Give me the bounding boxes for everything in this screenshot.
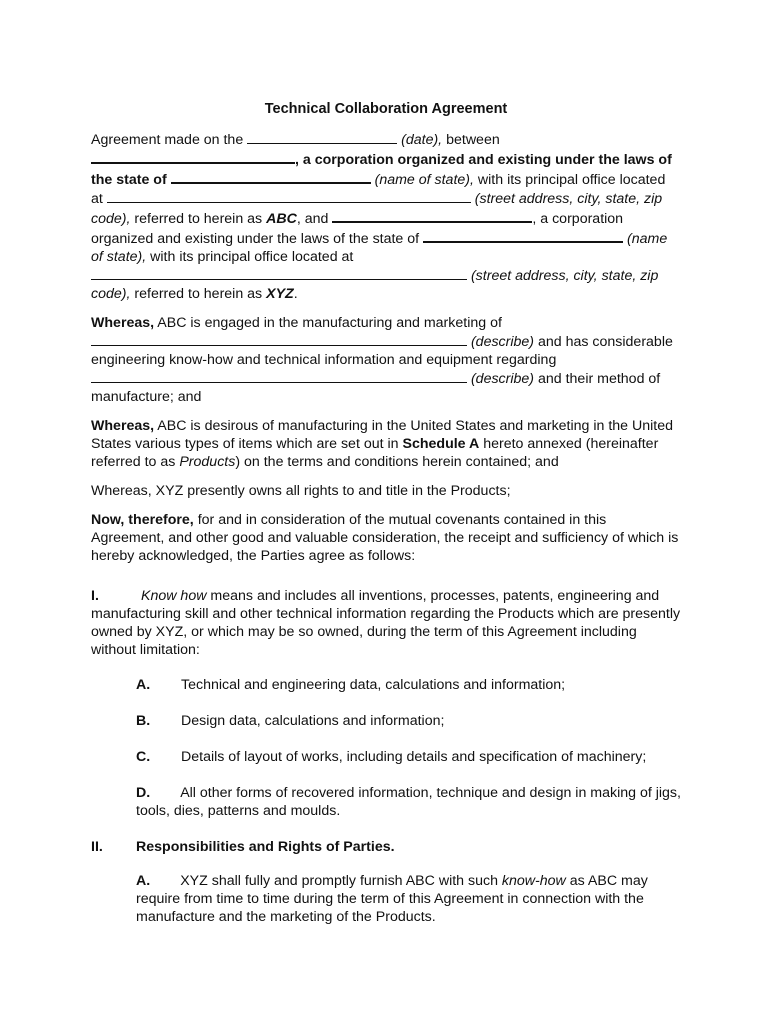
- intro-text: referred to herein as: [134, 211, 263, 227]
- state-hint: (name of state),: [374, 172, 474, 188]
- schedule-reference: Schedule A: [402, 436, 480, 452]
- intro-text: with its principal office located at: [150, 249, 354, 265]
- abc-defined-term: ABC: [266, 211, 297, 227]
- blank-describe-1: [91, 332, 467, 346]
- section-1-number: I.: [91, 588, 99, 604]
- section-1-item-d: [136, 784, 681, 820]
- item-text: Details of layout of works, including details and specification of machinery;: [181, 749, 647, 765]
- now-therefore-text: for and in consideration of the mutual covenants contained in this Agreement, and other good and valuable consideration, the receipt and sufficiency of which is hereby acknowledged, the Parties agree as follows:: [91, 512, 679, 564]
- item-text: All other forms of recovered information, technique and design in making of jigs, tools, dies, patterns and moulds.: [136, 785, 681, 819]
- item-text: Design data, calculations and information;: [181, 713, 445, 729]
- intro-text: , a corporation organized and existing under the laws of the state of: [91, 211, 624, 247]
- address-hint: (street address, city, state, zip code),: [91, 268, 659, 302]
- now-therefore-paragraph: [91, 511, 681, 565]
- now-therefore-lead: Now, therefore,: [91, 512, 194, 528]
- blank-date: [247, 130, 397, 144]
- date-hint: (date),: [401, 132, 443, 148]
- whereas-paragraph-2: [91, 417, 681, 471]
- blank-abc-state: [171, 169, 371, 184]
- document-title: Technical Collaboration Agreement: [264, 101, 508, 117]
- whereas-text: ) on the terms and conditions herein contained; and: [235, 454, 559, 470]
- intro-text: , a corporation organized and existing under the laws of the state of: [91, 152, 672, 188]
- section-1-text: means and includes all inventions, processes, patents, engineering and manufacturing skill and other technical information regarding the Products which are presently owned by XYZ, or which may be so owned, during the term of this Agreement including without limitation:: [91, 588, 681, 658]
- whereas-text: and has considerable engineering know-how and technical information and equipment regarding: [91, 334, 673, 368]
- section-1-item-a: [136, 676, 681, 694]
- know-how-term: Know how: [141, 588, 207, 604]
- blank-describe-2: [91, 369, 467, 383]
- blank-xyz-state: [423, 228, 623, 243]
- item-label: A.: [136, 677, 151, 693]
- section-1-item-c: [136, 748, 691, 766]
- intro-text: referred to herein as: [134, 286, 263, 302]
- products-defined-term: Products: [179, 454, 236, 470]
- document-body: [91, 100, 681, 944]
- item-label: C.: [136, 749, 151, 765]
- intro-text: .: [293, 286, 298, 302]
- whereas-text: ABC is desirous of manufacturing in the United States and marketing in the United States various types of items which are set out in: [91, 418, 674, 452]
- whereas-paragraph-3: Whereas, XYZ presently owns all rights to and title in the Products;: [91, 483, 511, 499]
- intro-text: between: [446, 132, 500, 148]
- item-label: A.: [136, 873, 151, 889]
- whereas-text: and their method of manufacture; and: [91, 371, 661, 405]
- item-text: Technical and engineering data, calculations and information;: [181, 677, 566, 693]
- intro-text: Agreement made on the: [91, 132, 244, 148]
- intro-text: with its principal office located at: [91, 172, 666, 207]
- whereas-text: hereto annexed (hereinafter referred to as: [91, 436, 659, 470]
- blank-xyz-address: [91, 266, 467, 280]
- describe-hint: (describe): [470, 371, 535, 387]
- item-label: B.: [136, 713, 151, 729]
- section-2-number: II.: [91, 839, 103, 855]
- section-2-title: Responsibilities and Rights of Parties.: [136, 839, 395, 855]
- whereas-paragraph-1: [91, 314, 681, 406]
- intro-text: , and: [296, 211, 329, 227]
- blank-party-abc-name: [91, 149, 295, 164]
- whereas-text: ABC is engaged in the manufacturing and marketing of: [157, 315, 502, 331]
- blank-party-xyz-name: [332, 208, 532, 223]
- address-hint: (street address, city, state, zip code),: [91, 191, 663, 227]
- describe-hint: (describe): [470, 334, 535, 350]
- section-2-heading: [91, 838, 681, 856]
- state-hint: (name of state),: [91, 231, 668, 265]
- whereas-lead: Whereas,: [91, 418, 155, 434]
- whereas-lead: Whereas,: [91, 315, 155, 331]
- section-2-item-a: [136, 872, 681, 926]
- item-text: as ABC may require from time to time during the term of this Agreement in connection with the manufacture and the marketing of the Products.: [136, 873, 648, 925]
- section-1-item-b: [136, 712, 681, 730]
- intro-paragraph: [91, 130, 681, 303]
- section-1: [91, 587, 681, 659]
- blank-abc-address: [107, 189, 471, 203]
- item-text: XYZ shall fully and promptly furnish ABC with such: [180, 873, 498, 889]
- item-label: D.: [136, 785, 151, 801]
- know-how-term: know-how: [501, 873, 566, 889]
- xyz-defined-term: XYZ: [266, 286, 294, 302]
